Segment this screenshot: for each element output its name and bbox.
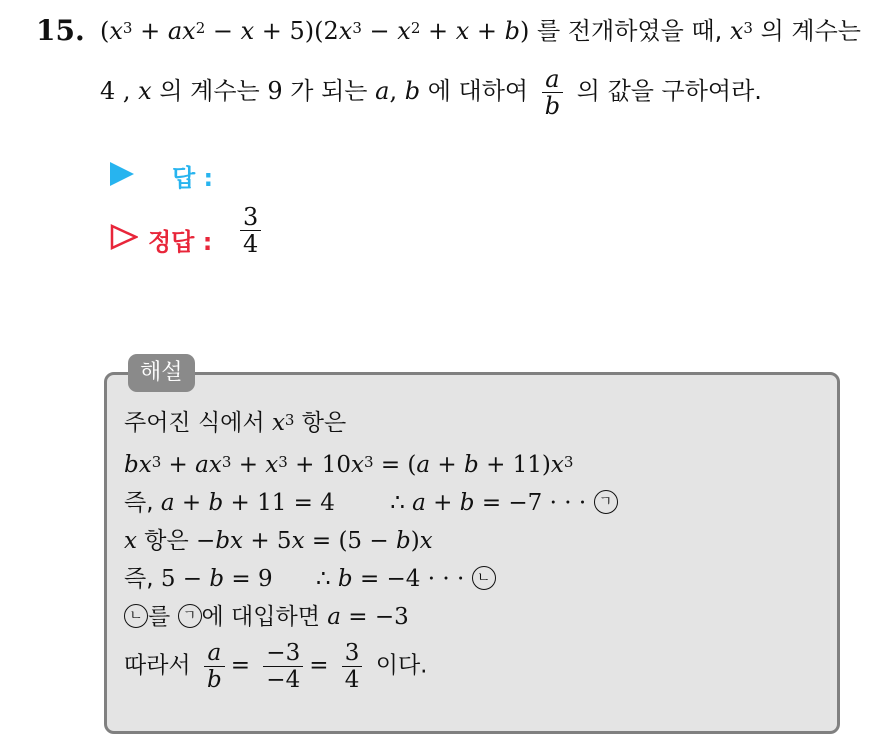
circled-mark: ㄱ — [594, 490, 618, 514]
play-triangle-icon — [110, 162, 134, 186]
answer-label: 답 : — [172, 164, 214, 192]
solution-line-2: $bx^3 + ax^3 + x^3 + 10x^3 = (a + b + 11)x^3$ — [124, 452, 574, 478]
correct-answer-label: 정답 : — [148, 228, 213, 256]
solution-line-4: x 항은 −bx + 5x = (5 − b)x — [124, 528, 433, 554]
solution-line-1: 주어진 식에서 $x^3$ 항은 — [124, 410, 347, 436]
solution-tag: 해설 — [128, 354, 195, 392]
expression: $(x^3 + ax^2 - x + 5)(2x^3 - x^2 + x + b)$ — [100, 17, 530, 45]
circled-mark: ㄴ — [472, 566, 496, 590]
correct-answer-value: $\frac{3}{4}$ — [234, 204, 267, 257]
solution-line-6: ㄴ 를 ㄱ 에 대입하면 a = −3 — [124, 602, 409, 632]
solution-line-5: 즉, 5 − b = 9 ∴ b = −4 · · · ㄴ — [124, 564, 496, 594]
open-triangle-icon — [110, 224, 138, 250]
solution-line-7: 따라서 $\frac{a}{b}$ = $\frac{-3}{-4}$ = $\frac{3}{4}$ 이다. — [124, 640, 428, 693]
question-line-1: $(x^3 + ax^2 - x + 5)(2x^3 - x^2 + x + b)$ 를 전개하였을 때, $x^3$ 의 계수는 — [100, 17, 861, 45]
question-text: 를 전개하였을 때, — [537, 17, 723, 45]
fraction-a-over-b: $\frac{a}{b}$ — [542, 66, 563, 119]
question-number: 15. — [36, 14, 85, 47]
question-line-2: 4 , x 의 계수는 9 가 되는 a, b 에 대하여 $\frac{a}{b}$ 의 값을 구하여라. — [100, 65, 762, 120]
question-text: 의 계수는 — [760, 17, 861, 45]
solution-line-3: 즉, a + b + 11 = 4 ∴ a + b = −7 · · · ㄱ — [124, 488, 618, 518]
